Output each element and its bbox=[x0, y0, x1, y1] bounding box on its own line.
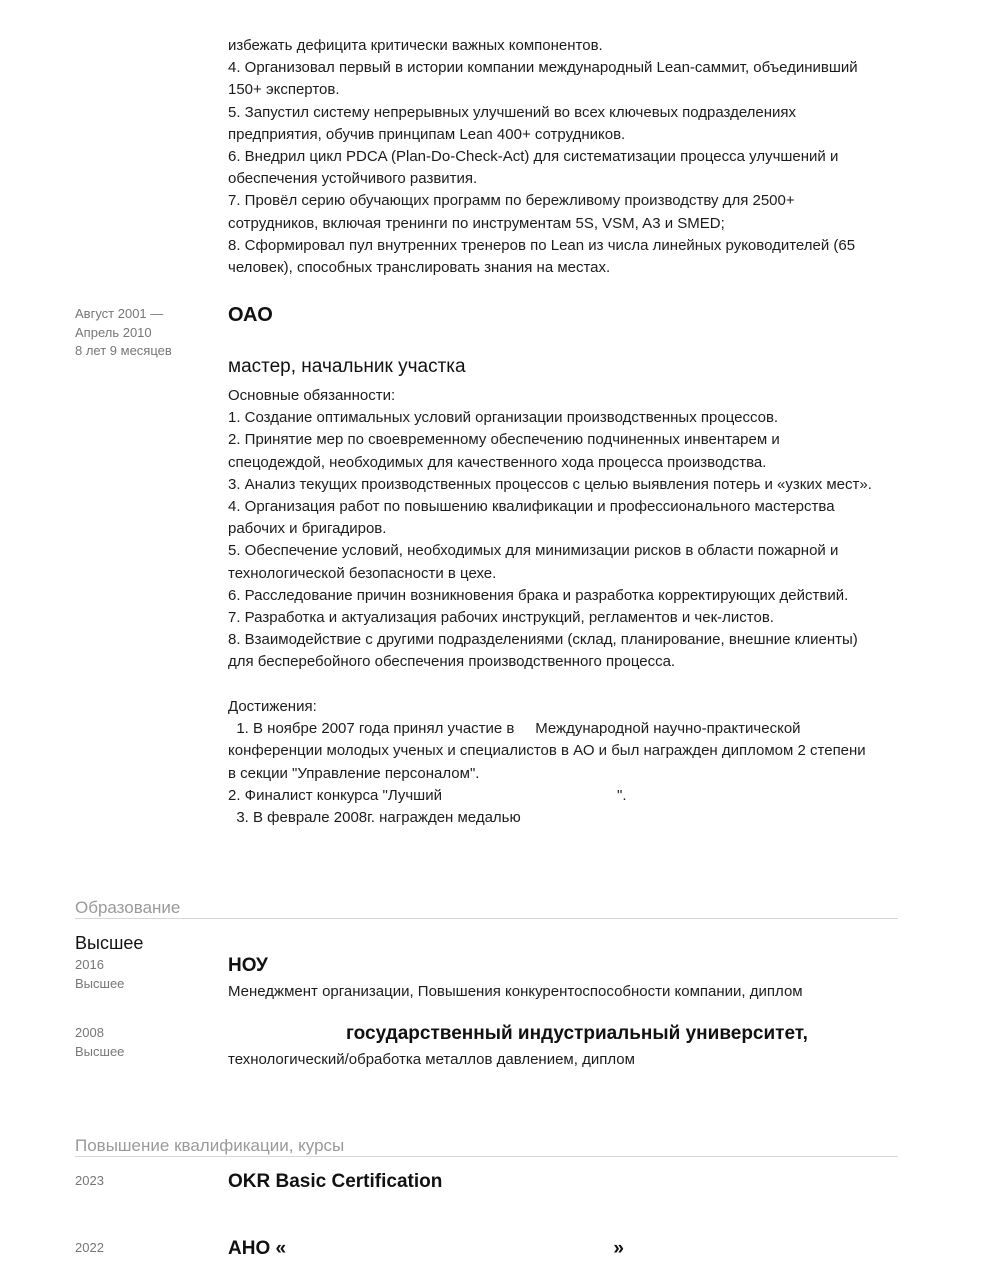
education-item-meta bbox=[75, 1024, 124, 1061]
text-line: 2. Финалист конкурса "Лучший ". bbox=[228, 786, 627, 804]
text-line: 8. Сформировал пул внутренних тренеров по Lean из числа линейных руководителей (65 bbox=[228, 236, 856, 254]
education-details: технологический/обработка металлов давлением, диплом bbox=[228, 1051, 635, 1068]
job-duties bbox=[228, 385, 908, 674]
previous-job-achievements bbox=[228, 35, 908, 279]
text-line: конференции молодых ученых и специалистов в АО и был награжден дипломом 2 степени bbox=[228, 742, 866, 760]
text-line: сотрудников, включая тренинги по инструментам 5S, VSM, A3 и SMED; bbox=[228, 214, 725, 232]
education-section-title: Образование bbox=[75, 898, 181, 917]
job-position: мастер, начальник участка bbox=[228, 356, 466, 377]
text-line: человек), способных транслировать знания на местах. bbox=[228, 259, 611, 277]
text-line: 3. В феврале 2008г. награжден медалью bbox=[228, 809, 521, 827]
education-level: Высшее bbox=[75, 933, 144, 953]
text-line: спецодеждой, необходимых для качественного хода процесса производства. bbox=[228, 453, 767, 471]
job-company: ОАО bbox=[228, 304, 273, 326]
course-title: АНО « » bbox=[228, 1238, 624, 1259]
text-line: 2. Принятие мер по своевременному обеспечению подчиненных инвентарем и bbox=[228, 431, 780, 449]
section-divider bbox=[75, 918, 898, 919]
education-year: 2016 bbox=[75, 957, 104, 972]
education-institution: НОУ bbox=[228, 955, 268, 976]
text-line: 5. Обеспечение условий, необходимых для минимизации рисков в области пожарной и bbox=[228, 542, 839, 560]
text-line: для бесперебойного обеспечения производственного процесса. bbox=[228, 653, 676, 671]
text-line: обеспечения устойчивого развития. bbox=[228, 170, 478, 188]
text-line: Достижения: bbox=[228, 698, 317, 715]
text-line: рабочих и бригадиров. bbox=[228, 520, 387, 538]
job-achievements bbox=[228, 696, 908, 829]
job-period-start: Август 2001 — bbox=[75, 306, 164, 321]
education-item-level: Высшее bbox=[75, 975, 125, 991]
text-line: 8. Взаимодействие с другими подразделениями (склад, планирование, внешние клиенты) bbox=[228, 631, 858, 649]
education-year: 2008 bbox=[75, 1025, 104, 1040]
text-line: 3. Анализ текущих производственных процессов с целью выявления потерь и «узких мест». bbox=[228, 475, 872, 493]
text-line: Основные обязанности: bbox=[228, 387, 396, 404]
job-period-end: Апрель 2010 bbox=[75, 324, 152, 340]
text-line: 7. Провёл серию обучающих программ по бережливому производству для 2500+ bbox=[228, 192, 795, 210]
text-line: избежать дефицита критически важных компонентов. bbox=[228, 37, 603, 54]
text-line: 150+ экспертов. bbox=[228, 81, 340, 99]
course-year: 2022 bbox=[75, 1240, 104, 1255]
education-details: Менеджмент организации, Повышения конкурентоспособности компании, диплом bbox=[228, 983, 803, 1000]
text-line: 4. Организация работ по повышению квалификации и профессионального мастерства bbox=[228, 498, 835, 516]
job-period bbox=[75, 305, 215, 361]
education-item-level: Высшее bbox=[75, 1043, 125, 1059]
text-line: технологической безопасности в цехе. bbox=[228, 564, 497, 582]
text-line: 6. Расследование причин возникновения брака и разработка корректирующих действий. bbox=[228, 586, 849, 604]
course-year: 2023 bbox=[75, 1173, 104, 1188]
text-line: в секции "Управление персоналом". bbox=[228, 764, 480, 782]
job-duration: 8 лет 9 месяцев bbox=[75, 343, 172, 358]
text-line: 4. Организовал первый в истории компании международный Lean-саммит, объединивший bbox=[228, 59, 858, 77]
text-line: 6. Внедрил цикл PDCA (Plan-Do-Check-Act) для систематизации процесса улучшений и bbox=[228, 148, 839, 166]
course-title: OKR Basic Certification bbox=[228, 1171, 443, 1192]
education-institution: государственный индустриальный университет, bbox=[346, 1023, 808, 1044]
education-item-meta bbox=[75, 956, 124, 993]
text-line: предприятия, обучив принципам Lean 400+ сотрудников. bbox=[228, 125, 626, 143]
courses-section-title: Повышение квалификации, курсы bbox=[75, 1136, 345, 1155]
section-divider bbox=[75, 1156, 898, 1157]
text-line: 1. Создание оптимальных условий организации производственных процессов. bbox=[228, 409, 779, 427]
text-line: 5. Запустил систему непрерывных улучшений во всех ключевых подразделениях bbox=[228, 103, 797, 121]
text-line: 1. В ноябре 2007 года принял участие в Международной научно-практической bbox=[228, 720, 801, 738]
text-line: 7. Разработка и актуализация рабочих инструкций, регламентов и чек-листов. bbox=[228, 609, 774, 627]
